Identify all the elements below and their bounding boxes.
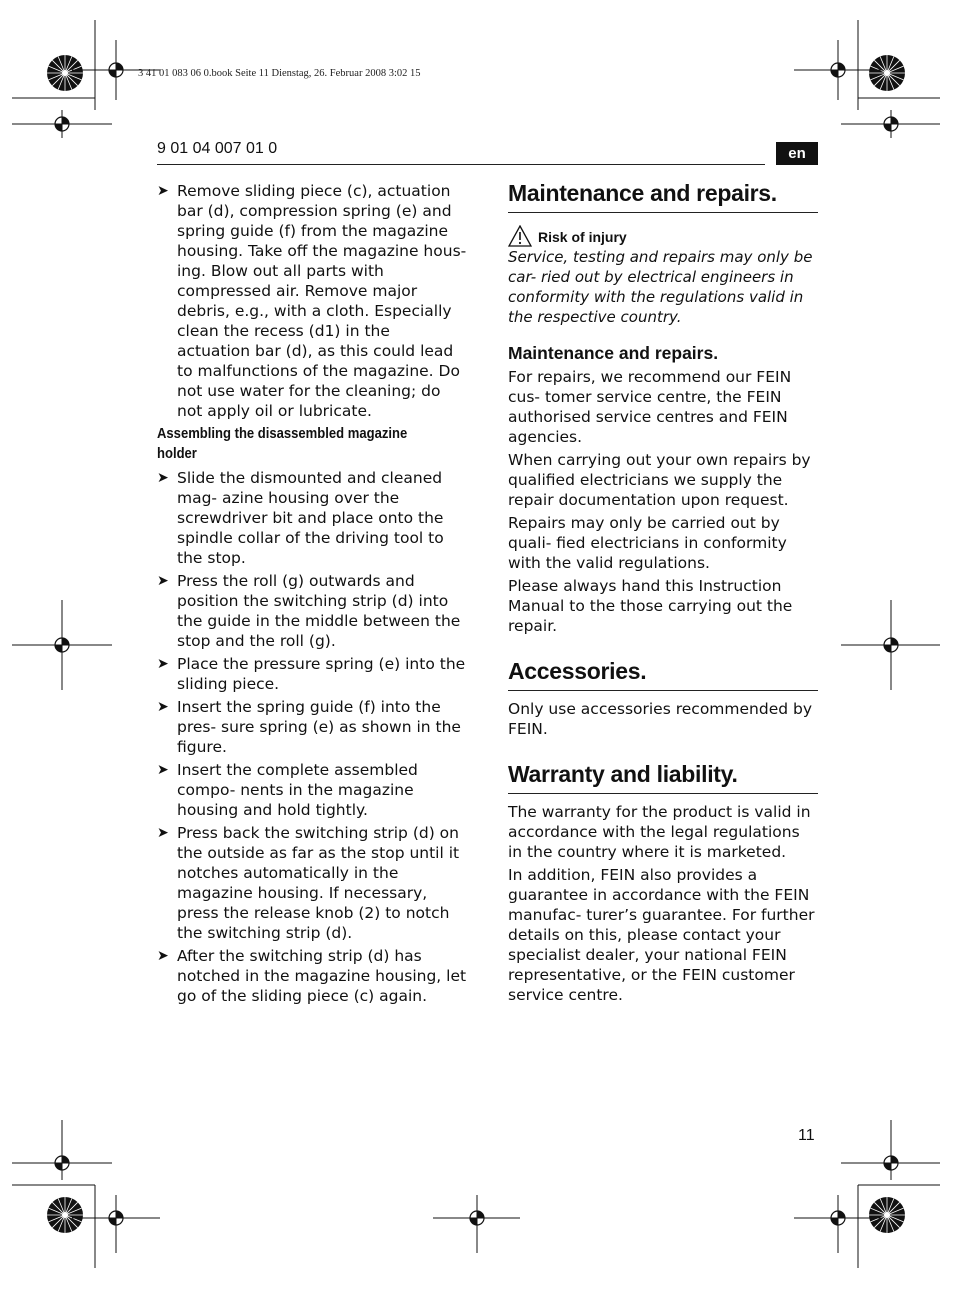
maintenance-subheading: Maintenance and repairs. bbox=[508, 343, 719, 363]
instruction-text: After the switching strip (d) has notched in the magazine housing, let go of the sliding piece (c) again. bbox=[177, 947, 467, 1005]
arrow-bullet-icon: ➤ bbox=[157, 762, 169, 778]
paragraph: In addition, FEIN also provides a guarantee in accordance with the FEIN manufac- turer’s guarantee. For further details on this, please contact your specialist dealer, your national FEIN representative, or the FEIN customer service centre. bbox=[508, 866, 815, 1004]
warning-triangle-icon bbox=[508, 225, 532, 247]
page-number: 11 bbox=[798, 1127, 815, 1144]
instruction-text: Insert the spring guide (f) into the pres- sure spring (e) as shown in the figure. bbox=[177, 698, 461, 756]
warning-title-text: Risk of injury bbox=[538, 229, 627, 245]
warning-text: Service, testing and repairs may only be car- ried out by electrical engineers in conformity with the regulations valid in the respective country. bbox=[508, 248, 813, 326]
paragraph: When carrying out your own repairs by qualified electricians we supply the repair documentation upon request. bbox=[508, 451, 811, 509]
warning-title bbox=[508, 225, 818, 247]
paragraph: Please always hand this Instruction Manual to the those carrying out the repair. bbox=[508, 577, 793, 635]
instruction-text: Press back the switching strip (d) on the outside as far as the stop until it notches automatically in the magazine housing. If necessary, press the release knob (2) to notch the switching strip (d). bbox=[177, 824, 460, 942]
instruction-text: Remove sliding piece (c), actuation bar (d), compression spring (e) and spring guide (f) from the magazine housing. Take off the magazine hous- ing. Blow out all parts with compressed air. Remove major debris, e.g., with a cloth. Especially clean the recess (d1) in the actuation bar (d), as this could lead to malfunctions of the magazine. Do not use water for the cleaning; do not apply oil or lubricate. bbox=[177, 182, 467, 420]
paragraph: Only use accessories recommended by FEIN. bbox=[508, 700, 813, 738]
list-item bbox=[157, 760, 467, 820]
list-item bbox=[157, 823, 467, 943]
arrow-bullet-icon: ➤ bbox=[157, 699, 169, 715]
paragraph: For repairs, we recommend our FEIN cus- tomer service centre, the FEIN authorised service centres and FEIN agencies. bbox=[508, 368, 792, 446]
header-rule bbox=[157, 164, 765, 165]
paragraph: Repairs may only be carried out by quali- fied electricians in conformity with the valid regulations. bbox=[508, 514, 787, 572]
print-info-line: 3 41 01 083 06 0.book Seite 11 Dienstag, 26. Februar 2008 3:02 15 bbox=[138, 68, 421, 79]
arrow-bullet-icon: ➤ bbox=[157, 573, 169, 589]
instruction-text: Place the pressure spring (e) into the sliding piece. bbox=[177, 655, 466, 693]
list-item bbox=[157, 697, 467, 757]
arrow-bullet-icon: ➤ bbox=[157, 948, 169, 964]
document-number: 9 01 04 007 01 0 bbox=[157, 140, 278, 157]
list-item bbox=[157, 181, 467, 421]
maintenance-heading: Maintenance and repairs. bbox=[508, 178, 818, 213]
arrow-bullet-icon: ➤ bbox=[157, 470, 169, 486]
accessories-heading: Accessories. bbox=[508, 656, 818, 691]
instruction-text: Insert the complete assembled compo- nents in the magazine housing and hold tightly. bbox=[177, 761, 418, 819]
list-item bbox=[157, 654, 467, 694]
language-badge: en bbox=[776, 142, 818, 165]
instruction-text: Press the roll (g) outwards and position the switching strip (d) into the guide in the middle between the stop and the roll (g). bbox=[177, 572, 461, 650]
paragraph: The warranty for the product is valid in accordance with the legal regulations in the country where it is marketed. bbox=[508, 803, 811, 861]
instruction-text: Slide the dismounted and cleaned mag- azine housing over the screwdriver bit and place onto the spindle collar of the driving tool to the stop. bbox=[177, 469, 444, 567]
left-column bbox=[157, 181, 467, 1009]
right-column bbox=[508, 178, 818, 1008]
section-subheading: Assembling the disassembled magazine holder bbox=[157, 426, 408, 462]
list-item bbox=[157, 946, 467, 1006]
list-item bbox=[157, 468, 467, 568]
arrow-bullet-icon: ➤ bbox=[157, 183, 169, 199]
list-item bbox=[157, 571, 467, 651]
arrow-bullet-icon: ➤ bbox=[157, 656, 169, 672]
arrow-bullet-icon: ➤ bbox=[157, 825, 169, 841]
warranty-heading: Warranty and liability. bbox=[508, 759, 818, 794]
